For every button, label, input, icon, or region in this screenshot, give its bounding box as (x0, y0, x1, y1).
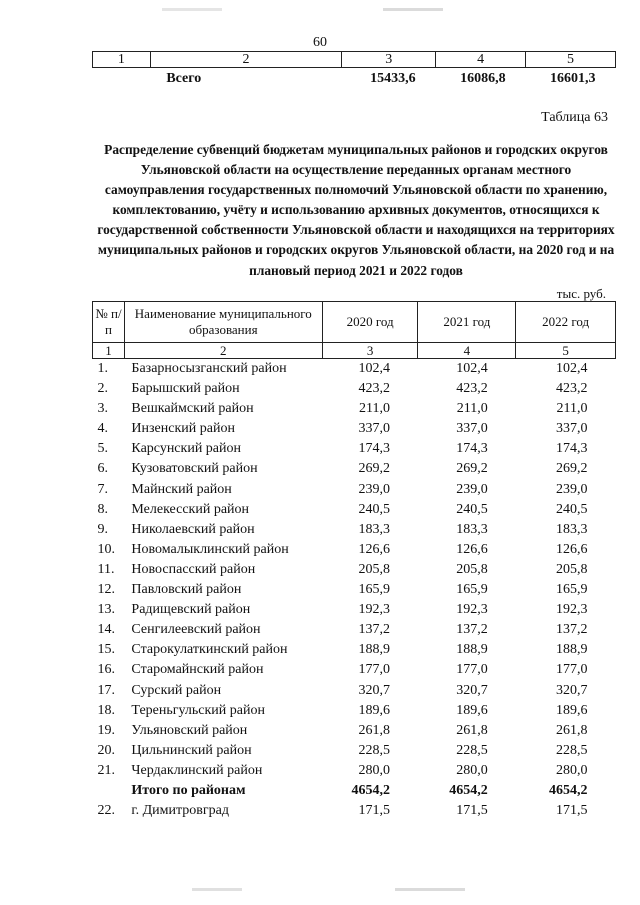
row-number: 13. (97, 602, 115, 618)
value-2021: 126,6 (456, 541, 488, 557)
value-2021: 171,5 (456, 803, 488, 819)
table-title: Распределение субвенций бюджетам муниципальных районов и городских округов Ульяновской области на осуществление переданных органам местного самоуправления государственных полномочий Ульяновской области по хранению, комплектованию, учёту и использованию архивных документов, относящихся к государственной собственности Ульяновской области и находящихся на территориях муниципальных районов и городских округов Ульяновской области, на 2020 год и на плановый период 2021 и 2022 годов (97, 142, 615, 278)
row-number: 22. (97, 803, 115, 819)
row-number: 6. (97, 461, 108, 477)
col-number-cell: 5 (526, 52, 616, 68)
value-2020: 239,0 (358, 481, 390, 497)
col-number-cell: 5 (516, 343, 616, 359)
municipality-name: Новоспасский район (131, 561, 256, 577)
row-number: 18. (97, 702, 115, 718)
table-row (93, 600, 616, 620)
municipality-name: г. Димитровград (131, 803, 229, 819)
value-2021: 211,0 (456, 401, 488, 417)
table-row (93, 701, 616, 721)
municipality-name: Кузоватовский район (131, 461, 258, 477)
value-2022: 177,0 (556, 662, 588, 678)
value-2020: 174,3 (358, 441, 390, 457)
municipality-name: Николаевский район (131, 521, 255, 537)
value-2020: 171,5 (358, 803, 390, 819)
municipality-name: Старомайнский район (131, 662, 264, 678)
value-2022: 4654,2 (549, 782, 588, 798)
value-2020: 228,5 (358, 742, 390, 758)
col-number-cell: 1 (93, 343, 125, 359)
table-row (93, 480, 616, 500)
value-2022: 188,9 (556, 642, 588, 658)
value-2022: 183,3 (556, 521, 588, 537)
header-2020: 2020 год (322, 302, 418, 343)
value-2021: 174,3 (456, 441, 488, 457)
table-row (93, 741, 616, 761)
row-number: 14. (97, 622, 115, 638)
table-row (93, 640, 616, 660)
value-2021: 261,8 (456, 722, 488, 738)
table-row (93, 399, 616, 419)
value-2022: 240,5 (556, 501, 588, 517)
column-number-row (93, 52, 616, 68)
subvention-table (92, 301, 616, 821)
table-row (93, 439, 616, 459)
value-2021: 280,0 (456, 762, 488, 778)
value-2020: 280,0 (358, 762, 390, 778)
value-2022: 269,2 (556, 461, 588, 477)
total-row (93, 68, 616, 91)
value-2020: 102,4 (358, 361, 390, 376)
header-2021: 2021 год (418, 302, 516, 343)
table-row (93, 721, 616, 741)
value-2020: 269,2 (358, 461, 390, 477)
row-number: 19. (97, 722, 115, 738)
scan-artifact (383, 8, 443, 11)
municipality-name: Новомалыклинский район (131, 541, 289, 557)
municipality-name: Цильнинский район (131, 742, 252, 758)
row-number: 15. (97, 642, 115, 658)
row-number: 21. (97, 762, 115, 778)
value-2021: 337,0 (456, 421, 488, 437)
col-number-cell: 4 (436, 52, 526, 68)
col-number-cell: 4 (418, 343, 516, 359)
municipality-name: Сурский район (131, 682, 222, 698)
value-2020: 337,0 (358, 421, 390, 437)
col-number-cell: 1 (93, 52, 151, 68)
table-row (93, 379, 616, 399)
scan-artifact (162, 8, 222, 11)
value-2021: 177,0 (456, 662, 488, 678)
row-number (93, 781, 125, 801)
row-number: 2. (97, 381, 108, 397)
value-2022: 261,8 (556, 722, 588, 738)
municipality-name: Карсунский район (131, 441, 242, 457)
municipality-name: Вешкаймский район (131, 401, 254, 417)
total-label: Всего (166, 71, 202, 86)
value-2020: 4654,2 (351, 782, 390, 798)
table-row (93, 359, 616, 380)
row-number: 9. (97, 521, 108, 537)
page-number: 60 (313, 35, 327, 50)
value-2021: 165,9 (456, 582, 488, 598)
value-2021: 269,2 (456, 461, 488, 477)
table-row (93, 761, 616, 781)
table-row (93, 459, 616, 479)
table-number: Таблица 63 (541, 110, 608, 125)
value-2020: 261,8 (358, 722, 390, 738)
value-2021: 183,3 (456, 521, 488, 537)
row-number: 16. (97, 662, 115, 678)
table-row (93, 520, 616, 540)
table-row (93, 540, 616, 560)
table-row (93, 560, 616, 580)
row-number: 10. (97, 541, 115, 557)
col-number-cell: 3 (342, 52, 436, 68)
row-number: 17. (97, 682, 115, 698)
row-number: 20. (97, 742, 115, 758)
row-number: 7. (97, 481, 108, 497)
value-2020: 320,7 (358, 682, 390, 698)
scan-artifact (192, 888, 242, 891)
value-2021: 192,3 (456, 602, 488, 618)
value-2021: 137,2 (456, 622, 488, 638)
total-value: 15433,6 (370, 71, 416, 86)
table-row (93, 681, 616, 701)
value-2020: 165,9 (358, 582, 390, 598)
value-2022: 102,4 (556, 361, 588, 376)
value-2021: 102,4 (456, 361, 488, 376)
value-2020: 188,9 (358, 642, 390, 658)
municipality-name: Инзенский район (131, 421, 235, 437)
table-row (93, 580, 616, 600)
municipality-name: Чердаклинский район (131, 762, 263, 778)
value-2022: 189,6 (556, 702, 588, 718)
row-number: 11. (97, 561, 115, 577)
value-2022: 239,0 (556, 481, 588, 497)
municipality-name: Радищевский район (131, 602, 251, 618)
municipality-name: Ульяновский район (131, 722, 248, 738)
value-2020: 183,3 (358, 521, 390, 537)
value-2020: 192,3 (358, 602, 390, 618)
value-2020: 189,6 (358, 702, 390, 718)
col-number-cell: 3 (322, 343, 418, 359)
municipality-name: Сенгилеевский район (131, 622, 261, 638)
header-row (93, 302, 616, 343)
municipality-name: Старокулаткинский район (131, 642, 288, 658)
municipality-name: Базарносызганский район (131, 361, 287, 376)
municipality-name: Мелекесский район (131, 501, 250, 517)
value-2021: 4654,2 (449, 782, 488, 798)
total-value: 16601,3 (550, 71, 596, 86)
value-2022: 192,3 (556, 602, 588, 618)
value-2022: 228,5 (556, 742, 588, 758)
municipality-name: Барышский район (131, 381, 240, 397)
scan-artifact (395, 888, 465, 891)
value-2021: 240,5 (456, 501, 488, 517)
value-2020: 240,5 (358, 501, 390, 517)
value-2022: 320,7 (556, 682, 588, 698)
value-2020: 205,8 (358, 561, 390, 577)
row-number: 3. (97, 401, 108, 417)
column-number-row (93, 343, 616, 359)
row-number: 4. (97, 421, 108, 437)
table-row (93, 801, 616, 821)
value-2020: 211,0 (358, 401, 390, 417)
total-value: 16086,8 (460, 71, 506, 86)
previous-table-fragment (92, 51, 616, 90)
municipality-name: Майнский район (131, 481, 232, 497)
value-2021: 188,9 (456, 642, 488, 658)
row-number: 12. (97, 582, 115, 598)
row-number: 8. (97, 501, 108, 517)
table-row (93, 419, 616, 439)
value-2022: 205,8 (556, 561, 588, 577)
value-2022: 171,5 (556, 803, 588, 819)
municipality-name: Павловский район (131, 582, 242, 598)
municipality-name: Тереньгульский район (131, 702, 265, 718)
header-num: № п/п (93, 302, 125, 343)
municipality-name: Итого по районам (131, 782, 246, 798)
value-2022: 337,0 (556, 421, 588, 437)
row-number: 1. (97, 361, 108, 376)
value-2020: 177,0 (358, 662, 390, 678)
col-number-cell: 2 (150, 52, 341, 68)
value-2021: 320,7 (456, 682, 488, 698)
value-2022: 280,0 (556, 762, 588, 778)
value-2020: 126,6 (358, 541, 390, 557)
value-2022: 211,0 (556, 401, 588, 417)
header-name: Наименование муниципального образования (124, 302, 322, 343)
value-2022: 165,9 (556, 582, 588, 598)
value-2021: 205,8 (456, 561, 488, 577)
table-row (93, 620, 616, 640)
table-row (93, 500, 616, 520)
value-2022: 126,6 (556, 541, 588, 557)
header-2022: 2022 год (516, 302, 616, 343)
col-number-cell: 2 (124, 343, 322, 359)
units-label: тыс. руб. (556, 286, 606, 301)
value-2021: 189,6 (456, 702, 488, 718)
value-2020: 137,2 (358, 622, 390, 638)
value-2021: 228,5 (456, 742, 488, 758)
value-2020: 423,2 (358, 381, 390, 397)
value-2022: 137,2 (556, 622, 588, 638)
value-2022: 423,2 (556, 381, 588, 397)
value-2021: 423,2 (456, 381, 488, 397)
subtotal-row (93, 781, 616, 801)
value-2021: 239,0 (456, 481, 488, 497)
value-2022: 174,3 (556, 441, 588, 457)
table-row (93, 660, 616, 680)
row-number: 5. (97, 441, 108, 457)
